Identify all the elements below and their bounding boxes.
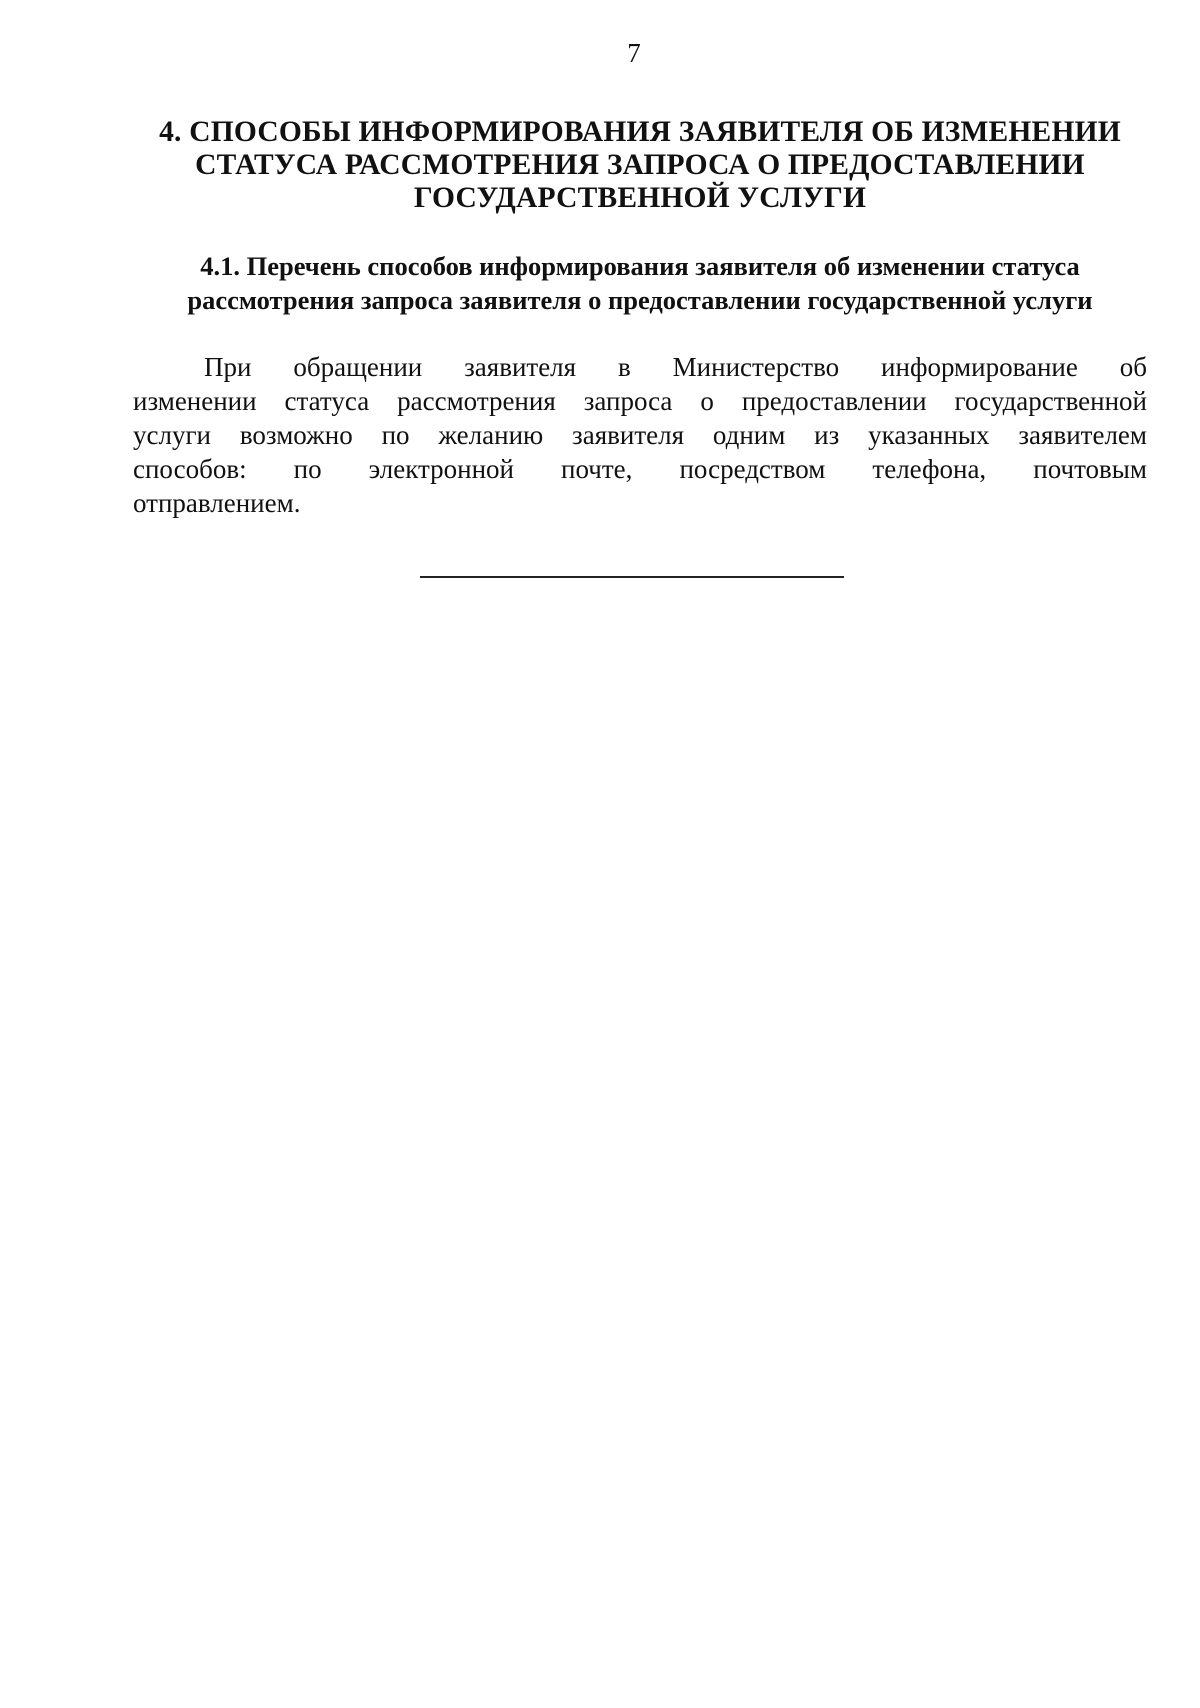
paragraph-line: услуги возможно по желанию заявителя одним из указанных заявителем xyxy=(133,420,1147,450)
section-title-line: ГОСУДАРСТВЕННОЙ УСЛУГИ xyxy=(413,182,867,214)
subsection-title-line: 4.1. Перечень способов информирования заявителя об изменении статуса xyxy=(200,251,1080,281)
subsection-title-line: рассмотрения запроса заявителя о предоставлении государственной услуги xyxy=(187,285,1093,315)
paragraph-line: изменении статуса рассмотрения запроса о предоставлении государственной xyxy=(133,386,1147,416)
section-title xyxy=(140,116,1140,215)
paragraph-line: способов: по электронной почте, посредством телефона, почтовым xyxy=(133,454,1147,484)
subsection-title xyxy=(133,249,1147,317)
page-number: 7 xyxy=(627,38,641,68)
section-title-line: 4. СПОСОБЫ ИНФОРМИРОВАНИЯ ЗАЯВИТЕЛЯ ОБ ИЗМЕНЕНИИ xyxy=(159,116,1121,148)
paragraph-line: При обращении заявителя в Министерство информирование об xyxy=(204,352,1147,382)
body-paragraph xyxy=(133,350,1147,520)
end-of-section-rule xyxy=(420,576,844,578)
section-title-line: СТАТУСА РАССМОТРЕНИЯ ЗАПРОСА О ПРЕДОСТАВЛЕНИИ xyxy=(195,149,1085,181)
paragraph-line: отправлением. xyxy=(133,488,301,518)
